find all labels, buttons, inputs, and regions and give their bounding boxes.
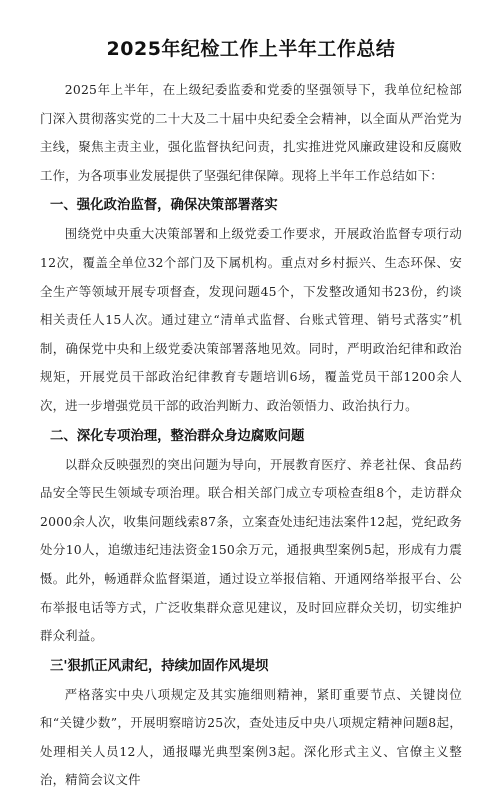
section-2-heading: 二、深化专项治理，整治群众身边腐败问题 [50,428,305,444]
section-3-body: 严格落实中央八项规定及其实施细则精神，紧盯重要节点、关键岗位和“关键少数”，开展明察暗访25次，查处违反中央八项规定精神问题8起，处理相关人员12人，通报曝光典型案例3起。深化形式主义、官僚主义整治，精简会议文件 [40,686,462,788]
section-2-body: 以群众反映强烈的突出问题为导向，开展教育医疗、养老社保、食品药品安全等民生领域专项治理。联合相关部门成立专项检查组8个，走访群众2000余人次，收集问题线索87条，立案查处违纪违法案件12起，党纪政务处分10人，追缴违纪违法资金150余万元，通报典型案例5起，形成有力震慑。此外，畅通群众监督渠道，通过设立举报信箱、开通网络举报平台、公布举报电话等方式，广泛收集群众意见建议，及时回应群众关切，切实维护群众利益。 [40,456,462,644]
section-3-heading: 三'狠抓正风肃纪，持续加固作风堤坝 [50,658,269,674]
intro-paragraph: 2025年上半年，在上级纪委监委和党委的坚强领导下，我单位纪检部门深入贯彻落实党的二十大及二十届中央纪委全会精神，以全面从严治党为主线，聚焦主责主业，强化监督执纪问责，扎实推进党风廉政建设和反腐败工作，为各项事业发展提供了坚强纪律保障。现将上半年工作总结如下： [40,82,462,183]
document-title: 2025年纪检工作上半年工作总结 [106,38,396,60]
section-1-heading: 一、强化政治监督，确保决策部署落实 [50,198,278,214]
section-1-body: 围绕党中央重大决策部署和上级党委工作要求，开展政治监督专项行动12次，覆盖全单位32个部门及下属机构。重点对乡村振兴、生态环保、安全生产等领域开展专项督查，发现问题45个，下发整改通知书23份，约谈相关责任人15人次。通过建立“清单式监督、台账式管理、销号式落实”机制，确保党中央和上级党委决策部署落地见效。同时，严明政治纪律和政治规矩，开展党员干部政治纪律教育专题培训6场，覆盖党员干部1200余人次，进一步增强党员干部的政治判断力、政治领悟力、政治执行力。 [40,226,462,413]
